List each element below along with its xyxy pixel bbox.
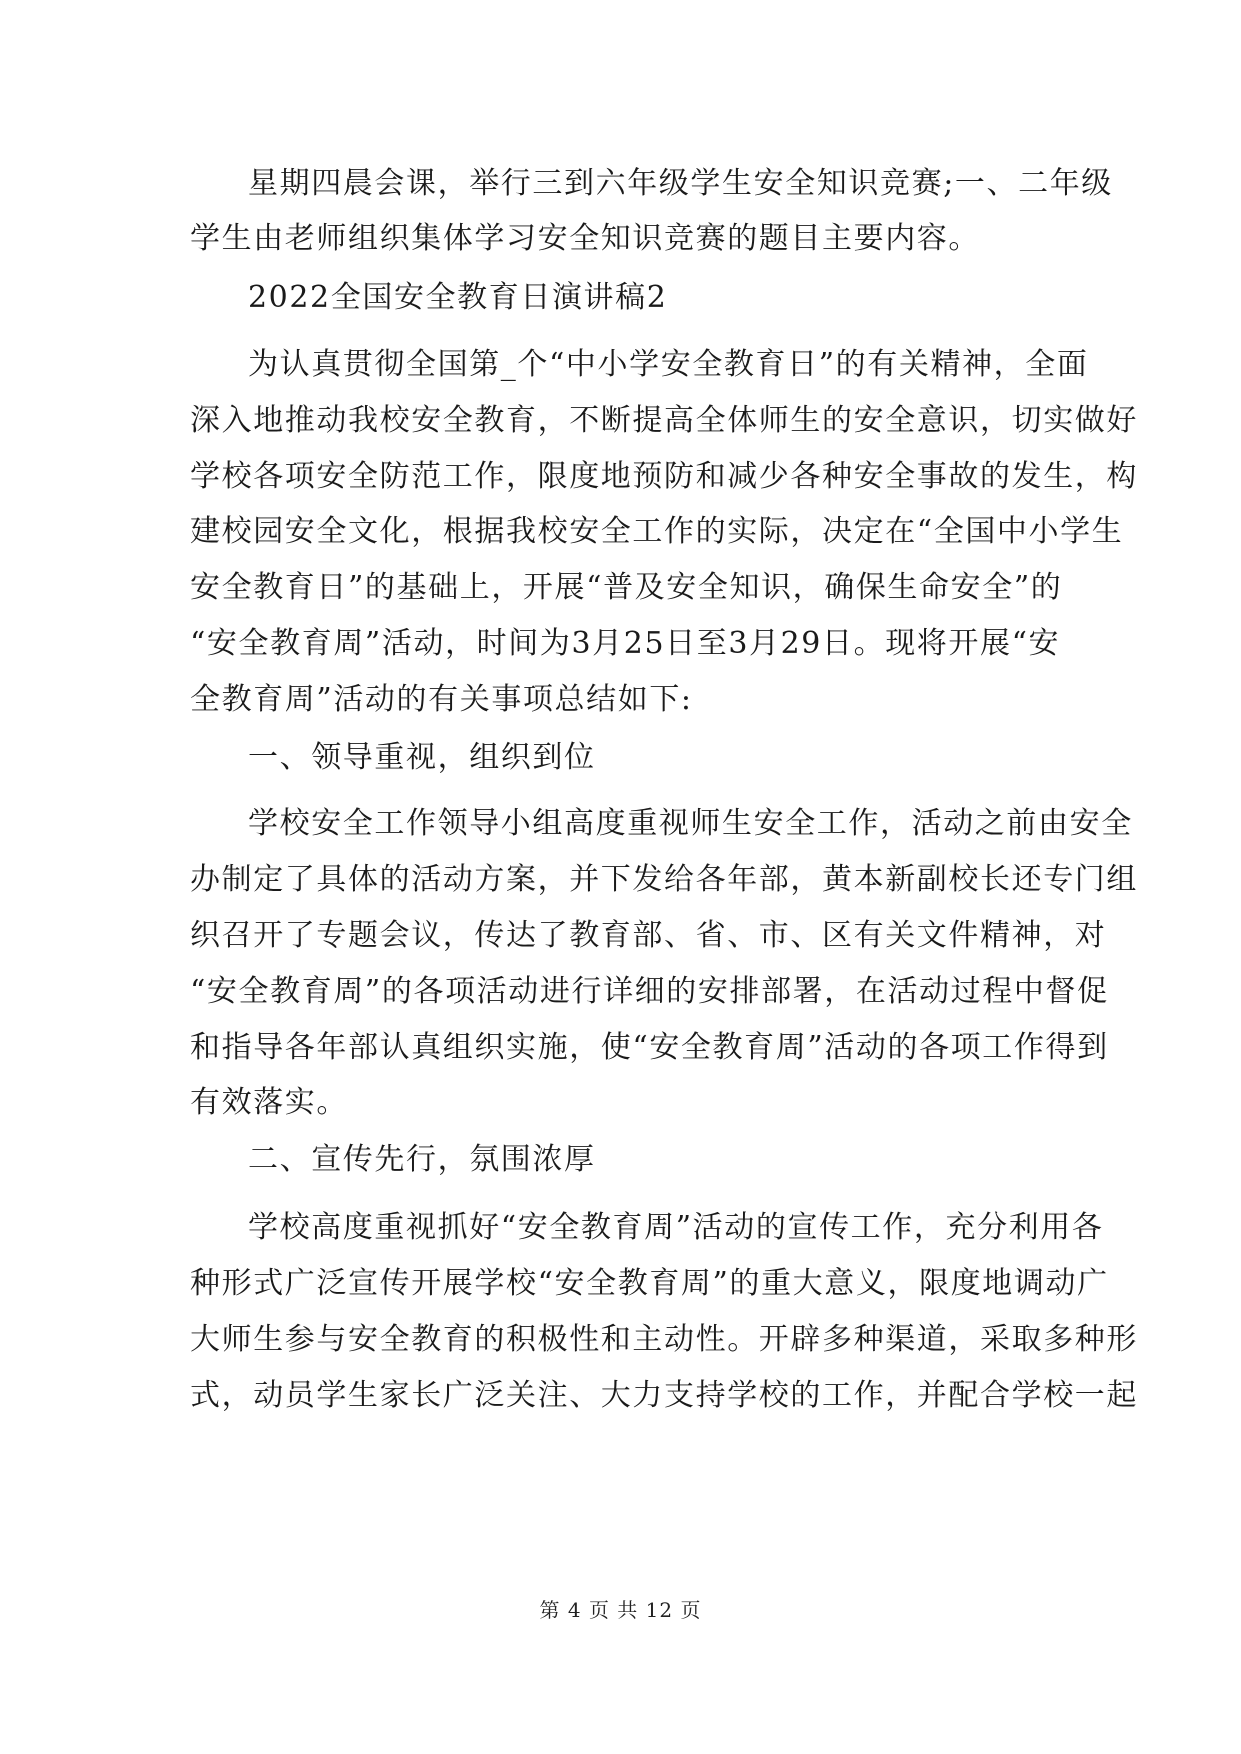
text-line: 全教育周”活动的有关事项总结如下: [190, 682, 693, 717]
page-number-footer: 第 4 页 共 12 页 [539, 1598, 702, 1622]
text-line: 学校各项安全防范工作，限度地预防和减少各种安全事故的发生，构 [190, 459, 1138, 494]
text-line: 式，动员学生家长广泛关注、大力支持学校的工作，并配合学校一起 [190, 1378, 1138, 1413]
text-line: 办制定了具体的活动方案，并下发给各年部，黄本新副校长还专门组 [190, 862, 1138, 897]
section-heading: 二、宣传先行，氛围浓厚 [248, 1142, 596, 1177]
text-line: 织召开了专题会议，传达了教育部、省、市、区有关文件精神，对 [190, 918, 1107, 953]
text-line: 安全教育日”的基础上，开展“普及安全知识，确保生命安全”的 [190, 570, 1063, 605]
text-line: 种形式广泛宣传开展学校“安全教育周”的重大意义，限度地调动广 [190, 1266, 1109, 1301]
text-line: 学生由老师组织集体学习安全知识竞赛的题目主要内容。 [190, 221, 980, 256]
section-heading: 一、领导重视，组织到位 [248, 740, 596, 775]
text-line: 大师生参与安全教育的积极性和主动性。开辟多种渠道，采取多种形 [190, 1322, 1138, 1357]
section-title: 2022全国安全教育日演讲稿2 [248, 280, 668, 315]
text-line: 和指导各年部认真组织实施，使“安全教育周”活动的各项工作得到 [190, 1030, 1109, 1065]
text-line: “安全教育周”的各项活动进行详细的安排部署，在活动过程中督促 [190, 974, 1109, 1009]
text-line: 为认真贯彻全国第_个“中小学安全教育日”的有关精神，全面 [248, 347, 1089, 382]
text-line: 星期四晨会课，举行三到六年级学生安全知识竞赛;一、二年级 [248, 166, 1113, 201]
text-line: 有效落实。 [190, 1085, 348, 1120]
text-line: 学校高度重视抓好“安全教育周”活动的宣传工作，充分利用各 [248, 1210, 1104, 1245]
text-line: 学校安全工作领导小组高度重视师生安全工作，活动之前由安全 [248, 806, 1133, 841]
text-line: “安全教育周”活动，时间为3月25日至3月29日。现将开展“安 [190, 626, 1061, 661]
text-line: 深入地推动我校安全教育，不断提高全体师生的安全意识，切实做好 [190, 403, 1138, 438]
text-line: 建校园安全文化，根据我校安全工作的实际，决定在“全国中小学生 [190, 514, 1124, 549]
